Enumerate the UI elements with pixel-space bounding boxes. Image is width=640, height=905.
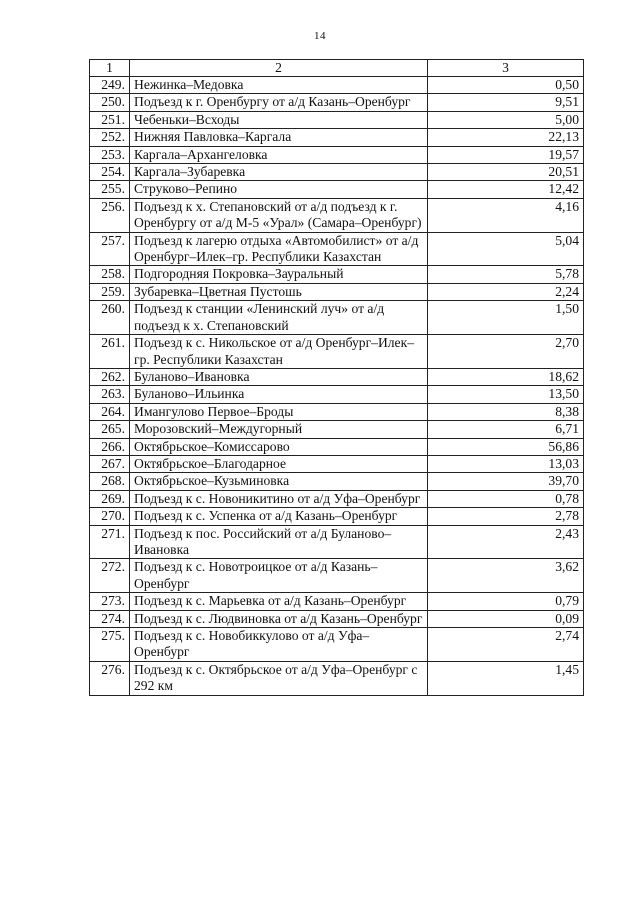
row-number-cell: 274. (90, 610, 130, 627)
row-number-cell: 253. (90, 146, 130, 163)
table-row (90, 386, 584, 403)
row-number-cell: 254. (90, 164, 130, 181)
road-name-cell: Нижняя Павловка–Каргала (130, 129, 428, 146)
row-number-cell: 265. (90, 421, 130, 438)
road-length-cell: 4,16 (428, 198, 584, 232)
road-length-cell: 2,74 (428, 628, 584, 662)
road-length-cell: 13,03 (428, 455, 584, 472)
row-number-cell: 263. (90, 386, 130, 403)
road-length-cell: 2,70 (428, 335, 584, 369)
table-row (90, 266, 584, 283)
table-row (90, 111, 584, 128)
road-length-cell: 1,45 (428, 661, 584, 695)
table-row (90, 94, 584, 111)
page-number: 14 (314, 30, 326, 42)
road-name-cell: Буланово–Ильинка (130, 386, 428, 403)
row-number-cell: 257. (90, 232, 130, 266)
row-number-cell: 264. (90, 403, 130, 420)
table-row (90, 301, 584, 335)
table-row (90, 335, 584, 369)
road-length-cell: 2,78 (428, 508, 584, 525)
roads-table (89, 59, 584, 696)
road-name-cell: Струково–Репино (130, 181, 428, 198)
table-row (90, 181, 584, 198)
table-row (90, 164, 584, 181)
column-header-name: 2 (130, 60, 428, 77)
row-number-cell: 271. (90, 525, 130, 559)
table-header-row (90, 60, 584, 77)
road-name-cell: Подъезд к с. Новоникитино от а/д Уфа–Оренбург (130, 490, 428, 507)
row-number-cell: 259. (90, 283, 130, 300)
row-number-cell: 272. (90, 559, 130, 593)
table-row (90, 283, 584, 300)
column-header-length: 3 (428, 60, 584, 77)
row-number-cell: 268. (90, 473, 130, 490)
row-number-cell: 255. (90, 181, 130, 198)
road-name-cell: Подъезд к с. Никольское от а/д Оренбург–Илек–гр. Республики Казахстан (130, 335, 428, 369)
road-length-cell: 1,50 (428, 301, 584, 335)
road-name-cell: Подъезд к с. Октябрьское от а/д Уфа–Оренбург с 292 км (130, 661, 428, 695)
row-number-cell: 262. (90, 368, 130, 385)
table-row (90, 628, 584, 662)
row-number-cell: 269. (90, 490, 130, 507)
row-number-cell: 266. (90, 438, 130, 455)
row-number-cell: 260. (90, 301, 130, 335)
road-length-cell: 5,78 (428, 266, 584, 283)
road-name-cell: Октябрьское–Благодарное (130, 455, 428, 472)
road-length-cell: 13,50 (428, 386, 584, 403)
road-name-cell: Подъезд к с. Новобиккулово от а/д Уфа–Оренбург (130, 628, 428, 662)
table-row (90, 198, 584, 232)
road-length-cell: 20,51 (428, 164, 584, 181)
table-row (90, 77, 584, 94)
road-length-cell: 8,38 (428, 403, 584, 420)
table-row (90, 473, 584, 490)
road-length-cell: 0,79 (428, 593, 584, 610)
table-row (90, 610, 584, 627)
road-length-cell: 39,70 (428, 473, 584, 490)
table-row (90, 661, 584, 695)
table-row (90, 525, 584, 559)
road-name-cell: Подъезд к с. Марьевка от а/д Казань–Оренбург (130, 593, 428, 610)
road-name-cell: Буланово–Ивановка (130, 368, 428, 385)
road-length-cell: 2,24 (428, 283, 584, 300)
road-length-cell: 9,51 (428, 94, 584, 111)
road-name-cell: Подъезд к с. Новотроицкое от а/д Казань–Оренбург (130, 559, 428, 593)
row-number-cell: 258. (90, 266, 130, 283)
road-length-cell: 12,42 (428, 181, 584, 198)
row-number-cell: 275. (90, 628, 130, 662)
road-name-cell: Подъезд к станции «Ленинский луч» от а/д подъезд к х. Степановский (130, 301, 428, 335)
road-length-cell: 0,09 (428, 610, 584, 627)
row-number-cell: 261. (90, 335, 130, 369)
road-name-cell: Подъезд к пос. Российский от а/д Буланово–Ивановка (130, 525, 428, 559)
table-row (90, 129, 584, 146)
row-number-cell: 250. (90, 94, 130, 111)
road-name-cell: Подъезд к лагерю отдыха «Автомобилист» от а/д Оренбург–Илек–гр. Республики Казахстан (130, 232, 428, 266)
road-name-cell: Подъезд к с. Людвиновка от а/д Казань–Оренбург (130, 610, 428, 627)
table-row (90, 438, 584, 455)
road-name-cell: Подъезд к с. Успенка от а/д Казань–Оренбург (130, 508, 428, 525)
road-name-cell: Зубаревка–Цветная Пустошь (130, 283, 428, 300)
road-name-cell: Каргала–Зубаревка (130, 164, 428, 181)
road-length-cell: 56,86 (428, 438, 584, 455)
road-length-cell: 19,57 (428, 146, 584, 163)
row-number-cell: 256. (90, 198, 130, 232)
road-name-cell: Подъезд к х. Степановский от а/д подъезд к г. Оренбургу от а/д М-5 «Урал» (Самара–Оренбург) (130, 198, 428, 232)
table-row (90, 455, 584, 472)
table-row (90, 421, 584, 438)
table-row (90, 232, 584, 266)
table-row (90, 508, 584, 525)
road-length-cell: 5,00 (428, 111, 584, 128)
table-row (90, 146, 584, 163)
road-name-cell: Подъезд к г. Оренбургу от а/д Казань–Оренбург (130, 94, 428, 111)
road-name-cell: Имангулово Первое–Броды (130, 403, 428, 420)
road-name-cell: Октябрьское–Комиссарово (130, 438, 428, 455)
row-number-cell: 251. (90, 111, 130, 128)
road-length-cell: 18,62 (428, 368, 584, 385)
table-row (90, 593, 584, 610)
road-length-cell: 6,71 (428, 421, 584, 438)
column-header-number: 1 (90, 60, 130, 77)
road-length-cell: 0,50 (428, 77, 584, 94)
road-name-cell: Нежинка–Медовка (130, 77, 428, 94)
road-length-cell: 3,62 (428, 559, 584, 593)
road-name-cell: Октябрьское–Кузьминовка (130, 473, 428, 490)
table-row (90, 559, 584, 593)
road-length-cell: 5,04 (428, 232, 584, 266)
road-name-cell: Морозовский–Междугорный (130, 421, 428, 438)
row-number-cell: 249. (90, 77, 130, 94)
row-number-cell: 276. (90, 661, 130, 695)
row-number-cell: 252. (90, 129, 130, 146)
table-body (90, 77, 584, 696)
row-number-cell: 273. (90, 593, 130, 610)
table-row (90, 368, 584, 385)
road-name-cell: Каргала–Архангеловка (130, 146, 428, 163)
road-length-cell: 2,43 (428, 525, 584, 559)
road-length-cell: 22,13 (428, 129, 584, 146)
table-row (90, 490, 584, 507)
road-name-cell: Подгородняя Покровка–Зауральный (130, 266, 428, 283)
row-number-cell: 270. (90, 508, 130, 525)
row-number-cell: 267. (90, 455, 130, 472)
table-row (90, 403, 584, 420)
road-name-cell: Чебеньки–Всходы (130, 111, 428, 128)
road-length-cell: 0,78 (428, 490, 584, 507)
